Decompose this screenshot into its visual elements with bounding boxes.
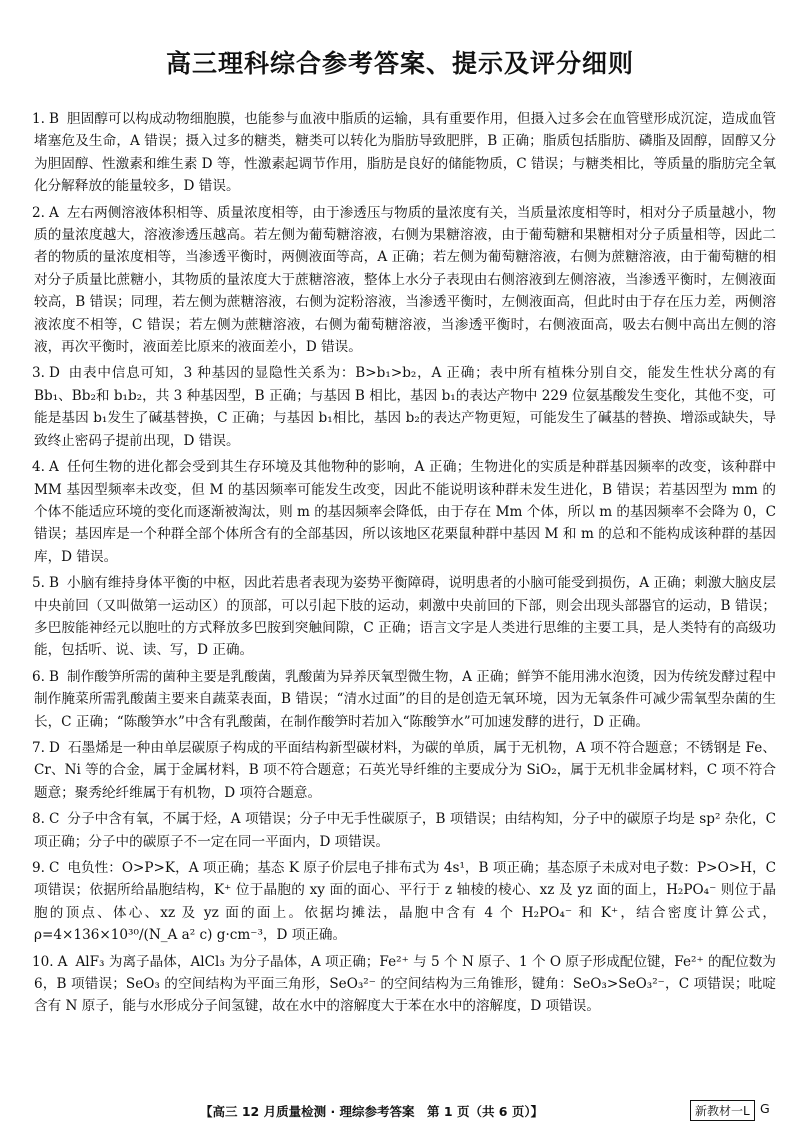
item-answer: B xyxy=(48,111,59,127)
item-number: 1. xyxy=(32,111,45,127)
item-answer: B xyxy=(48,575,59,592)
item-answer: B xyxy=(48,668,59,685)
item-number: 2. xyxy=(32,204,45,221)
item-number: 4. xyxy=(32,459,45,476)
answer-item xyxy=(34,362,776,452)
item-text: 左右两侧溶液体积相等、质量浓度相等，由于渗透压与物质的量浓度有关，当质量浓度相等时，相对分子质量越小，物质的量浓度越大，溶液渗透压越高。若左侧为葡萄糖溶液，右侧为果糖溶液，由于葡萄糖和果糖相对分子质量相等，因此二者的物质的量浓度相等，当渗透平衡时，两侧液面等高，A 正确；若左侧为葡萄糖溶液，右侧为蔗糖溶液，由于葡萄糖的相对分子质量比蔗糖小，其物质的量浓度大于蔗糖溶液，整体上水分子表现由右侧溶液到左侧溶液，当渗透平衡时，左侧液面较高，B 错误；同理，若左侧为蔗糖溶液，右侧为淀粉溶液，当渗透平衡时，左侧液面高，但此时由于存在压力差，两侧溶液浓度不相等，C 错误；若左侧为蔗糖溶液，右侧为葡萄糖溶液，当渗透平衡时，右侧液面高，吸去右侧中高出左侧的溶液，再次平衡时，液面差比原来的液面差小，D 错误。 xyxy=(34,204,776,356)
page-footer xyxy=(0,1098,800,1122)
footer-edition-badge: 新教材一L xyxy=(690,1100,755,1121)
item-answer: D xyxy=(48,365,60,382)
item-number: 3. xyxy=(32,365,45,382)
item-answer: A xyxy=(48,204,59,221)
footer-page-info: 【高三 12 月质量检测 · 理综参考答案 第 1 页（共 6 页）】 xyxy=(200,1104,544,1119)
item-answer: D xyxy=(48,739,60,756)
answer-item xyxy=(34,857,776,947)
answer-item xyxy=(34,572,776,662)
item-text: 电负性：O>P>K，A 项正确；基态 K 原子价层电子排布式为 4s¹，B 项正确；基态原子未成对电子数：P>O>H，C 项错误；依据所给晶胞结构，K⁺ 位于晶胞的 xy 面的面心、平行于 z 轴棱的棱心、xz 及 yz 面的面上，H₂PO₄⁻ 则位于晶胞的顶点、体心、xz 及 yz 面的面上。依据均摊法，晶胞中含有 4 个 H₂PO₄⁻ 和 K⁺，结合密度计算公式，ρ=4×136×10³⁰/(N_A a² c) g·cm⁻³，D 项正确。 xyxy=(34,860,776,944)
item-text: 分子中含有氧，不属于烃，A 项错误；分子中无手性碳原子，B 项错误；由结构知，分子中的碳原子均是 sp² 杂化，C 项正确；分子中的碳原子不一定在同一平面内，D 项错误。 xyxy=(34,811,776,850)
item-number: 8. xyxy=(32,811,45,828)
item-number: 5. xyxy=(32,575,45,592)
item-text: 由表中信息可知，3 种基因的显隐性关系为：B>b₁>b₂，A 正确；表中所有植株分别自交，能发生性状分离的有 Bb₁、Bb₂和 b₁b₂，共 3 种基因型，B 正确；与基因 B 相比，基因 b₁的表达产物中 229 位氨基酸发生变化，其他不变，可能是基因 b₁发生了碱基替换，C 正确；与基因 b₁相比，基因 b₂的表达产物更短，可能发生了碱基的替换、增添或缺失，导致终止密码子提前出现，D 错误。 xyxy=(34,365,776,449)
item-text: AlF₃ 为离子晶体，AlCl₃ 为分子晶体，A 项正确；Fe²⁺ 与 5 个 N 原子、1 个 O 原子形成配位键，Fe²⁺ 的配位数为 6，B 项错误；SeO₃ 的空间结构为平面三角形，SeO₃²⁻ 的空间结构为三角锥形，键角：SeO₃>SeO₃²⁻，C 项错误；吡啶含有 N 原子，能与水形成分子间氢键，故在水中的溶解度大于苯在水中的溶解度，D 项错误。 xyxy=(34,953,776,1015)
footer-version-letter: G xyxy=(760,1101,770,1116)
answer-list xyxy=(34,108,776,1022)
item-text: 小脑有维持身体平衡的中枢，因此若患者表现为姿势平衡障碍，说明患者的小脑可能受到损伤，A 正确；刺激大脑皮层中央前回（又叫做第一运动区）的顶部，可以引起下肢的运动，刺激中央前回的下部，则会出现头部器官的运动，B 错误；多巴胺能神经元以胞吐的方式释放多巴胺到突触间隙，C 正确；语言文字是人类进行思维的主要工具，是人类特有的高级功能，包括听、说、读、写，D 正确。 xyxy=(34,575,776,659)
item-text: 制作酸笋所需的菌种主要是乳酸菌，乳酸菌为异养厌氧型微生物，A 正确；鲜笋不能用沸水泡烫，因为传统发酵过程中制作腌菜所需乳酸菌主要来自蔬菜表面，B 错误；“清水过面”的目的是创造无氧环境，因为无氧条件可减少需氧型杂菌的生长，C 正确；“陈酸笋水”中含有乳酸菌，在制作酸笋时若加入“陈酸笋水”可加速发酵的进行，D 正确。 xyxy=(34,668,776,730)
item-answer: C xyxy=(48,811,60,828)
item-text: 石墨烯是一种由单层碳原子构成的平面结构新型碳材料，为碳的单质，属于无机物，A 项不符合题意；不锈钢是 Fe、Cr、Ni 等的合金，属于金属材料，B 项不符合题意；石英光导纤维的主要成分为 SiO₂，属于无机非金属材料，C 项不符合题意；聚秀纶纤维属于有机物，D 项符合题意。 xyxy=(34,739,776,801)
item-number: 10. xyxy=(32,953,54,970)
answer-item xyxy=(34,108,776,198)
answer-item xyxy=(34,666,776,733)
answer-item xyxy=(34,456,776,568)
answer-item xyxy=(34,951,776,1018)
item-number: 9. xyxy=(32,860,45,876)
item-answer: A xyxy=(48,459,59,476)
item-text: 胆固醇可以构成动物细胞膜，也能参与血液中脂质的运输，具有重要作用，但摄入过多会在血管壁形成沉淀，造成血管堵塞危及生命，A 错误；摄入过多的糖类，糖类可以转化为脂肪导致肥胖，B 正确；脂质包括脂肪、磷脂及固醇，固醇又分为胆固醇、性激素和维生素 D 等，性激素起调节作用，脂肪是良好的储能物质，C 错误；与糖类相比，等质量的脂肪完全氧化分解释放的能量较多，D 错误。 xyxy=(34,111,776,195)
item-number: 7. xyxy=(32,739,45,756)
answer-item xyxy=(34,737,776,804)
item-number: 6. xyxy=(32,668,45,685)
answer-item xyxy=(34,808,776,853)
page-title: 高三理科综合参考答案、提示及评分细则 xyxy=(165,49,634,78)
item-text: 任何生物的进化都会受到其生存环境及其他物种的影响，A 正确；生物进化的实质是种群基因频率的改变，该种群中 MM 基因型频率未改变，但 M 的基因频率可能发生改变，因此不能说明该种群未发生进化，B 错误；若基因型为 mm 的个体不能适应环境的变化而逐渐被淘汰，则 m 的基因频率会降低，由于存在 Mm 个体，所以 m 的基因频率不会降为 0，C 错误；基因库是一个种群全部个体所含有的全部基因，所以该地区花栗鼠种群中基因 M 和 m 的总和不能构成该种群的基因库，D 错误。 xyxy=(34,459,776,565)
item-answer: C xyxy=(48,860,60,876)
answer-item xyxy=(34,202,776,359)
item-answer: A xyxy=(57,953,68,970)
